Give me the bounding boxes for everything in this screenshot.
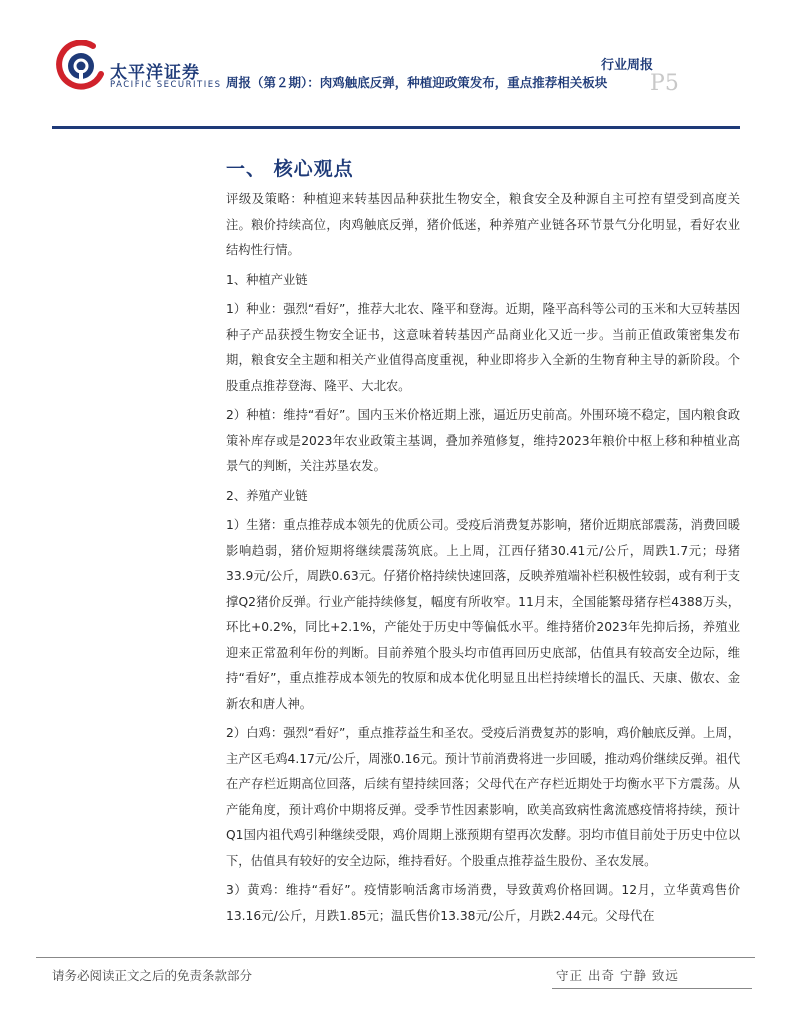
company-name-en: PACIFIC SECURITIES: [110, 80, 222, 90]
report-title: 周报（第２期）：肉鸡触底反弹，种植迎政策发布，重点推荐相关板块: [226, 75, 608, 90]
page-number-prefix: P: [650, 71, 665, 96]
subheading-planting-chain: 1、种植产业链: [226, 272, 308, 287]
footer-disclaimer: 请务必阅读正文之后的免责条款部分: [52, 968, 253, 983]
paragraph-strategy: 评级及策略：种植迎来转基因品种获批生物安全，粮食安全及种源自主可控有望受到高度关注。粮价持续高位，肉鸡触底反弹，猪价低迷，种养殖产业链各环节景气分化明显，看好农业结构性行情。: [226, 192, 740, 257]
page-header: [0, 0, 791, 130]
footer-divider: [36, 957, 755, 958]
body-text: [226, 187, 740, 929]
footer-motto-underline: [552, 988, 752, 989]
page-number: [650, 66, 679, 96]
company-name-cn: 太平洋证券: [110, 63, 200, 83]
paragraph-white-chicken: 2）白鸡：强烈“看好”，重点推荐益生和圣农。受疫后消费复苏的影响，鸡价触底反弹。上周，主产区毛鸡4.17元/公斤，周涨0.16元。预计节前消费将进一步回暖，推动鸡价继续反弹。祖代在产存栏近期高位回落，后续有望持续回落；父母代在产存栏近期处于均衡水平下方震荡。从产能角度，预计鸡价中期将反弹。受季节性因素影响，欧美高致病性禽流感疫情将持续，预计Q1国内祖代鸡引种继续受限，鸡价周期上涨预期有望再次发酵。羽均市值目前处于历史中位以下，估值具有较好的安全边际，维持看好。个股重点推荐益生股份、圣农发展。: [226, 726, 740, 868]
section-heading: 一、 核心观点: [226, 158, 354, 180]
paragraph-hogs: 1）生猪：重点推荐成本领先的优质公司。受疫后消费复苏影响，猪价近期底部震荡，消费回暖影响趋弱，猪价短期将继续震荡筑底。上上周，江西仔猪30.41元/公斤，周跌1.7元；母猪33.9元/公斤，周跌0.63元。仔猪价格持续快速回落，反映养殖端补栏积极性较弱，或有利于支撑Q2猪价反弹。行业产能持续修复，幅度有所收窄。11月末，全国能繁母猪存栏4388万头，环比+0.2%，同比+2.1%，产能处于历史中等偏低水平。维持猪价2023年先抑后扬，养殖业迎来正常盈利年份的判断。目前养殖个股头均市值再回历史底部，估值具有较高安全边际，维持“看好”，重点推荐成本领先的牧原和成本优化明显且出栏持续增长的温氏、天康、傲农、金新农和唐人神。: [226, 518, 740, 711]
page-number-value: 5: [664, 71, 679, 96]
footer-motto: 守正 出奇 宁静 致远: [556, 968, 679, 983]
company-logo-icon: [55, 40, 107, 92]
paragraph-seed-industry: 1）种业：强烈“看好”，推荐大北农、隆平和登海。近期，隆平高科等公司的玉米和大豆转基因种子产品获授生物安全证书，这意味着转基因产品商业化又近一步。当前正值政策密集发布期，粮食安全主题和相关产业值得高度重视，种业即将步入全新的生物育种主导的新阶段。个股重点推荐登海、隆平、大北农。: [226, 302, 740, 393]
paragraph-planting: 2）种植：维持“看好”。国内玉米价格近期上涨，逼近历史前高。外围环境不稳定，国内粮食政策补库存或是2023年农业政策主基调，叠加养殖修复，维持2023年粮价中枢上移和种植业高景气的判断，关注苏垦农发。: [226, 408, 740, 473]
header-divider: [52, 126, 740, 129]
subheading-breeding-chain: 2、养殖产业链: [226, 488, 308, 503]
report-type-label: 行业周报: [600, 58, 653, 73]
paragraph-yellow-chicken: 3）黄鸡：维持“看好”。疫情影响活禽市场消费，导致黄鸡价格回调。12月，立华黄鸡售价13.16元/公斤，月跌1.85元；温氏售价13.38元/公斤，月跌2.44元。父母代在: [226, 883, 740, 923]
